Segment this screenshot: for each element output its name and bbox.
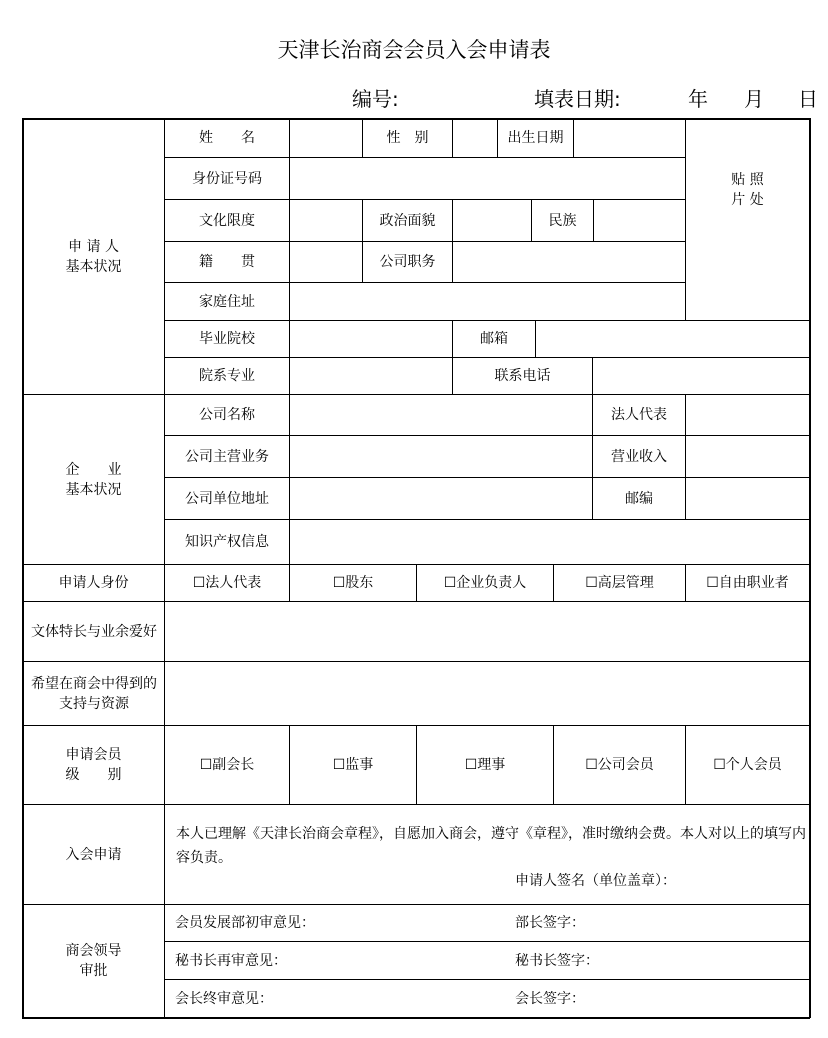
ip-info-label: 知识产权信息 bbox=[185, 534, 269, 550]
major-label: 院系专业 bbox=[199, 368, 255, 384]
ethnic-label: 民族 bbox=[548, 212, 577, 229]
level-option-supervisor[interactable]: ☐监事 bbox=[332, 757, 374, 773]
name-label: 姓 名 bbox=[199, 130, 255, 146]
identity-option-legal-rep[interactable]: ☐法人代表 bbox=[192, 575, 262, 591]
native-place-label: 籍 贯 bbox=[199, 254, 255, 270]
level-option-individual-member[interactable]: ☐个人会员 bbox=[713, 757, 782, 773]
legal-rep-label: 法人代表 bbox=[611, 407, 667, 423]
postcode-field[interactable] bbox=[686, 478, 809, 519]
second-review-label[interactable]: 秘书长再审意见： bbox=[175, 952, 287, 969]
email-field[interactable] bbox=[536, 321, 809, 357]
revenue-label: 营业收入 bbox=[611, 448, 667, 465]
school-label: 毕业院校 bbox=[199, 331, 255, 347]
applicant-section-label: 申 请 人 基本状况 bbox=[65, 238, 122, 275]
gender-field[interactable] bbox=[453, 119, 497, 157]
phone-label: 联系电话 bbox=[494, 368, 551, 384]
final-review-label[interactable]: 会长终审意见： bbox=[175, 990, 273, 1007]
support-label: 希望在商会中得到的支持与资源 bbox=[31, 675, 157, 712]
hobbies-label: 文体特长与业余爱好 bbox=[31, 623, 157, 640]
identity-option-executive[interactable]: ☐高层管理 bbox=[585, 575, 654, 591]
school-field[interactable] bbox=[290, 321, 452, 357]
level-option-vice-president[interactable]: ☐副会长 bbox=[199, 757, 255, 773]
major-field[interactable] bbox=[290, 358, 452, 394]
email-label: 邮箱 bbox=[480, 331, 508, 347]
second-review-sign[interactable]: 秘书长签字： bbox=[515, 952, 599, 969]
number-label: 编号: bbox=[352, 87, 399, 111]
company-position-field[interactable] bbox=[453, 242, 685, 282]
home-address-label: 家庭住址 bbox=[199, 293, 255, 310]
level-option-director[interactable]: ☐理事 bbox=[464, 757, 506, 773]
main-business-field[interactable] bbox=[290, 436, 592, 477]
level-option-company-member[interactable]: ☐公司会员 bbox=[585, 757, 654, 773]
education-field[interactable] bbox=[290, 200, 362, 241]
date-label: 填表日期: bbox=[534, 87, 621, 111]
gender-label: 性 别 bbox=[386, 130, 429, 146]
home-address-field[interactable] bbox=[290, 283, 685, 320]
day-label: 日 bbox=[798, 87, 818, 111]
legal-rep-field[interactable] bbox=[686, 395, 809, 435]
birth-label: 出生日期 bbox=[507, 130, 564, 146]
company-name-field[interactable] bbox=[290, 395, 592, 435]
revenue-field[interactable] bbox=[686, 436, 809, 477]
level-label: 申请会员 级 别 bbox=[65, 747, 122, 783]
first-review-sign[interactable]: 部长签字： bbox=[515, 915, 585, 931]
education-label: 文化限度 bbox=[199, 212, 255, 229]
support-field[interactable] bbox=[165, 662, 809, 725]
company-address-label: 公司单位地址 bbox=[185, 490, 269, 507]
year-label: 年 bbox=[688, 87, 708, 111]
company-section-label: 企 业 基本状况 bbox=[65, 461, 122, 498]
postcode-label: 邮编 bbox=[625, 490, 653, 507]
company-address-field[interactable] bbox=[290, 478, 592, 519]
ip-info-field[interactable] bbox=[290, 520, 809, 564]
political-label: 政治面貌 bbox=[379, 212, 436, 229]
name-field[interactable] bbox=[290, 119, 362, 157]
form-title: 天津长治商会会员入会申请表 bbox=[277, 38, 551, 62]
id-field[interactable] bbox=[290, 158, 685, 199]
identity-option-manager[interactable]: ☐企业负责人 bbox=[443, 575, 527, 591]
month-label: 月 bbox=[744, 87, 764, 111]
company-name-label: 公司名称 bbox=[199, 407, 255, 423]
first-review-label[interactable]: 会员发展部初审意见： bbox=[175, 915, 315, 931]
main-business-label: 公司主营业务 bbox=[185, 448, 269, 465]
political-field[interactable] bbox=[453, 200, 531, 241]
ethnic-field[interactable] bbox=[594, 200, 685, 241]
identity-option-shareholder[interactable]: ☐股东 bbox=[332, 575, 374, 591]
membership-statement: 本人已理解《天津长治商会章程》，自愿加入商会，遵守《章程》，准时缴纳会费。本人对以上的填写内容负责。 bbox=[176, 826, 806, 866]
photo-area[interactable]: 贴 照 片 处 bbox=[731, 171, 764, 208]
identity-label: 申请人身份 bbox=[58, 575, 129, 591]
approval-label: 商会领导 审批 bbox=[65, 943, 122, 979]
company-position-label: 公司职务 bbox=[379, 254, 436, 270]
applicant-signature-label[interactable]: 申请人签名（单位盖章）： bbox=[515, 873, 676, 889]
membership-label: 入会申请 bbox=[65, 846, 122, 863]
hobbies-field[interactable] bbox=[165, 602, 809, 661]
id-label: 身份证号码 bbox=[192, 170, 262, 187]
phone-field[interactable] bbox=[593, 358, 809, 394]
final-review-sign[interactable]: 会长签字： bbox=[515, 990, 585, 1007]
native-place-field[interactable] bbox=[290, 242, 362, 282]
birth-field[interactable] bbox=[574, 119, 685, 157]
identity-option-freelancer[interactable]: ☐自由职业者 bbox=[706, 575, 789, 591]
